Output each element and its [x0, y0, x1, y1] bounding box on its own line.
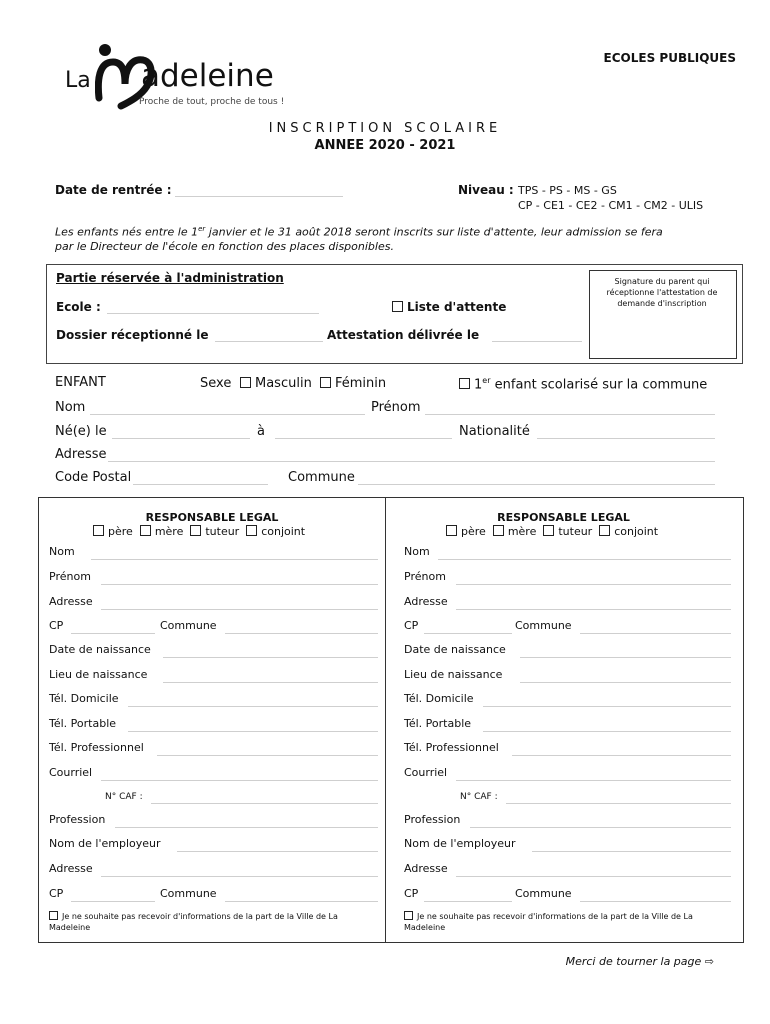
resp1-conjoint-label: conjoint	[261, 525, 306, 538]
resp2-conjoint-option[interactable]	[599, 525, 658, 538]
resp1-mere-checkbox[interactable]	[140, 525, 151, 536]
resp2-tel-portable-field[interactable]	[483, 731, 731, 732]
resp1-tuteur-label: tuteur	[205, 525, 240, 538]
resp2-employeur-field[interactable]	[532, 851, 731, 852]
notice-part1: Les enfants nés entre le 1	[55, 225, 199, 239]
ecoles-publiques: ECOLES PUBLIQUES	[603, 51, 736, 65]
resp1-adresse2-field[interactable]	[101, 876, 378, 877]
resp1-commune2-field[interactable]	[225, 901, 378, 902]
notice-line2: par le Directeur de l'école en fonction des places disponibles.	[55, 240, 394, 253]
responsable-legal-1	[39, 498, 385, 940]
resp1-pere-option[interactable]	[93, 525, 133, 538]
resp2-tel-portable-label: Tél. Portable	[404, 717, 472, 730]
resp1-tuteur-option[interactable]	[190, 525, 239, 538]
notice-sup: er	[198, 225, 206, 233]
resp2-cp-field[interactable]	[424, 633, 512, 634]
resp1-tel-domicile-field[interactable]	[128, 706, 378, 707]
resp1-conjoint-option[interactable]	[246, 525, 305, 538]
logo	[62, 40, 302, 115]
enfant-adresse-field[interactable]	[108, 461, 715, 462]
resp1-optout-checkbox[interactable]	[49, 911, 58, 920]
resp1-lieu-naissance-label: Lieu de naissance	[49, 668, 148, 681]
resp2-optout[interactable]	[404, 911, 729, 933]
resp2-cp2-field[interactable]	[424, 901, 512, 902]
resp1-caf-field[interactable]	[151, 803, 378, 804]
resp1-commune2-label: Commune	[160, 887, 217, 900]
resp1-tel-portable-field[interactable]	[128, 731, 378, 732]
enfant-commune-field[interactable]	[358, 484, 715, 485]
resp2-commune2-label: Commune	[515, 887, 572, 900]
resp1-commune-label: Commune	[160, 619, 217, 632]
resp2-conjoint-label: conjoint	[614, 525, 659, 538]
resp2-title: RESPONSABLE LEGAL	[497, 511, 630, 524]
resp1-date-naissance-label: Date de naissance	[49, 643, 151, 656]
niveau-line1: TPS - PS - MS - GS	[518, 184, 617, 197]
resp1-profession-label: Profession	[49, 813, 106, 826]
enfant-prenom-label: Prénom	[371, 400, 421, 415]
resp2-caf-label: N° CAF :	[460, 792, 498, 802]
masculin-checkbox[interactable]	[240, 377, 251, 388]
resp2-optout-label: Je ne souhaite pas recevoir d'informations de la part de la Ville de La Madeleine	[404, 912, 693, 932]
resp2-mere-checkbox[interactable]	[493, 525, 504, 536]
resp1-nom-field[interactable]	[91, 559, 378, 560]
dossier-field[interactable]	[215, 341, 323, 342]
enfant-ne-le-label: Né(e) le	[55, 424, 107, 439]
resp1-conjoint-checkbox[interactable]	[246, 525, 257, 536]
enfant-nom-label: Nom	[55, 400, 86, 415]
resp2-mere-option[interactable]	[493, 525, 537, 538]
enfant-commune-label: Commune	[288, 470, 355, 485]
resp2-commune-field[interactable]	[580, 633, 731, 634]
resp2-courriel-field[interactable]	[456, 780, 731, 781]
resp1-optout-label: Je ne souhaite pas recevoir d'informations de la part de la Ville de La Madeleine	[49, 912, 338, 932]
resp1-caf-label: N° CAF :	[105, 792, 143, 802]
admin-title: Partie réservée à l'administration	[56, 271, 284, 285]
resp2-nom-field[interactable]	[438, 559, 731, 560]
premier-enfant-checkbox[interactable]	[459, 378, 470, 389]
logo-tagline: Proche de tout, proche de tous !	[139, 97, 285, 107]
resp2-pere-label: père	[461, 525, 486, 538]
liste-attente-label: Liste d'attente	[407, 300, 507, 314]
resp2-tuteur-option[interactable]	[543, 525, 592, 538]
resp1-tel-pro-field[interactable]	[157, 755, 378, 756]
feminin-checkbox[interactable]	[320, 377, 331, 388]
resp2-mere-label: mère	[507, 525, 537, 538]
premier-enfant-a: 1	[474, 377, 483, 393]
resp1-adresse2-label: Adresse	[49, 862, 93, 875]
enfant-a-label: à	[257, 424, 265, 439]
masculin-option[interactable]	[240, 376, 312, 391]
resp1-commune-field[interactable]	[225, 633, 378, 634]
resp2-lieu-naissance-label: Lieu de naissance	[404, 668, 503, 681]
enfant-prenom-field[interactable]	[425, 414, 715, 415]
resp2-conjoint-checkbox[interactable]	[599, 525, 610, 536]
resp2-tuteur-checkbox[interactable]	[543, 525, 554, 536]
resp1-adresse-label: Adresse	[49, 595, 93, 608]
premier-enfant-sup: er	[482, 376, 491, 385]
dossier-label: Dossier réceptionné le	[56, 328, 209, 342]
resp2-commune-label: Commune	[515, 619, 572, 632]
resp1-date-naissance-field[interactable]	[163, 657, 378, 658]
resp2-optout-checkbox[interactable]	[404, 911, 413, 920]
resp2-profession-label: Profession	[404, 813, 461, 826]
resp2-tel-domicile-field[interactable]	[483, 706, 731, 707]
resp1-lieu-naissance-field[interactable]	[163, 682, 378, 683]
resp2-tel-pro-label: Tél. Professionnel	[404, 741, 499, 754]
resp1-optout[interactable]	[49, 911, 379, 933]
resp2-tuteur-label: tuteur	[558, 525, 593, 538]
merci-tourner-page: Merci de tourner la page ⇨	[565, 955, 714, 968]
resp1-cp-label: CP	[49, 619, 64, 632]
resp2-adresse-field[interactable]	[456, 609, 731, 610]
premier-enfant-b: enfant scolarisé sur la commune	[490, 377, 708, 393]
notice-line1	[55, 225, 663, 239]
resp2-commune2-field[interactable]	[580, 901, 731, 902]
resp2-employeur-label: Nom de l'employeur	[404, 837, 516, 850]
resp2-tel-domicile-label: Tél. Domicile	[404, 692, 474, 705]
enfant-cp-label: Code Postal	[55, 470, 132, 485]
resp1-prenom-label: Prénom	[49, 570, 91, 583]
resp1-mere-label: mère	[154, 525, 184, 538]
resp1-employeur-label: Nom de l'employeur	[49, 837, 161, 850]
resp2-prenom-field[interactable]	[456, 584, 731, 585]
feminin-option[interactable]	[320, 376, 386, 391]
resp2-profession-field[interactable]	[470, 827, 731, 828]
resp1-tuteur-checkbox[interactable]	[190, 525, 201, 536]
resp1-tel-domicile-label: Tél. Domicile	[49, 692, 119, 705]
resp2-nom-label: Nom	[404, 545, 430, 558]
liste-attente-option[interactable]	[392, 300, 506, 314]
resp1-courriel-field[interactable]	[101, 780, 378, 781]
resp2-caf-field[interactable]	[506, 803, 731, 804]
resp1-cp-field[interactable]	[71, 633, 155, 634]
logo-name: adeleine	[141, 58, 274, 94]
feminin-label: Féminin	[335, 376, 387, 391]
page-title: INSCRIPTION SCOLAIRE	[268, 121, 502, 136]
resp1-cp2-label: CP	[49, 887, 64, 900]
resp2-lieu-naissance-field[interactable]	[520, 682, 731, 683]
resp2-prenom-label: Prénom	[404, 570, 446, 583]
niveau-line2: CP - CE1 - CE2 - CM1 - CM2 - ULIS	[518, 199, 704, 212]
resp1-prenom-field[interactable]	[101, 584, 378, 585]
resp1-tel-pro-label: Tél. Professionnel	[49, 741, 144, 754]
resp1-cp2-field[interactable]	[71, 901, 155, 902]
responsable-legal-2	[386, 498, 741, 940]
ecole-label: Ecole :	[56, 300, 101, 314]
enfant-lieu-field[interactable]	[275, 438, 452, 439]
enfant-title: ENFANT	[55, 375, 106, 390]
attestation-label: Attestation délivrée le	[327, 328, 480, 342]
resp1-title: RESPONSABLE LEGAL	[145, 511, 279, 524]
date-rentree-label: Date de rentrée :	[55, 183, 172, 197]
notice-part2: janvier et le 31 août 2018 seront inscrits sur liste d'attente, leur admission se fera	[205, 225, 663, 239]
enfant-nationalite-label: Nationalité	[459, 424, 530, 439]
date-rentree-field[interactable]	[175, 196, 343, 197]
resp2-pere-option[interactable]	[446, 525, 486, 538]
resp1-nom-label: Nom	[49, 545, 75, 558]
ecole-field[interactable]	[107, 313, 319, 314]
resp1-profession-field[interactable]	[115, 827, 378, 828]
resp2-adresse-label: Adresse	[404, 595, 448, 608]
resp2-date-naissance-label: Date de naissance	[404, 643, 506, 656]
sexe-label: Sexe	[200, 376, 232, 391]
resp1-adresse-field[interactable]	[101, 609, 378, 610]
resp2-options	[446, 525, 658, 538]
resp2-adresse2-label: Adresse	[404, 862, 448, 875]
resp1-employeur-field[interactable]	[177, 851, 378, 852]
resp2-courriel-label: Courriel	[404, 766, 448, 779]
enfant-nom-field[interactable]	[90, 414, 365, 415]
resp2-tel-pro-field[interactable]	[512, 755, 731, 756]
liste-attente-checkbox[interactable]	[392, 301, 403, 312]
resp2-pere-checkbox[interactable]	[446, 525, 457, 536]
enfant-cp-field[interactable]	[133, 484, 268, 485]
attestation-field[interactable]	[492, 341, 582, 342]
niveau-label: Niveau :	[458, 183, 514, 197]
resp1-tel-portable-label: Tél. Portable	[49, 717, 117, 730]
resp1-mere-option[interactable]	[140, 525, 184, 538]
resp1-pere-label: père	[108, 525, 133, 538]
enfant-nationalite-field[interactable]	[537, 438, 715, 439]
resp2-cp2-label: CP	[404, 887, 419, 900]
resp1-options	[93, 525, 305, 538]
signature-text: Signature du parent qui réceptionne l'attestation de demande d'inscription	[606, 277, 718, 308]
masculin-label: Masculin	[255, 376, 312, 391]
premier-enfant-option[interactable]	[459, 376, 707, 392]
resp1-courriel-label: Courriel	[49, 766, 93, 779]
enfant-adresse-label: Adresse	[55, 447, 107, 462]
resp2-adresse2-field[interactable]	[456, 876, 731, 877]
resp1-pere-checkbox[interactable]	[93, 525, 104, 536]
logo-la: La	[65, 68, 91, 93]
resp2-date-naissance-field[interactable]	[520, 657, 731, 658]
page-subtitle: ANNEE 2020 - 2021	[314, 138, 456, 153]
resp2-cp-label: CP	[404, 619, 419, 632]
enfant-ne-le-field[interactable]	[112, 438, 250, 439]
